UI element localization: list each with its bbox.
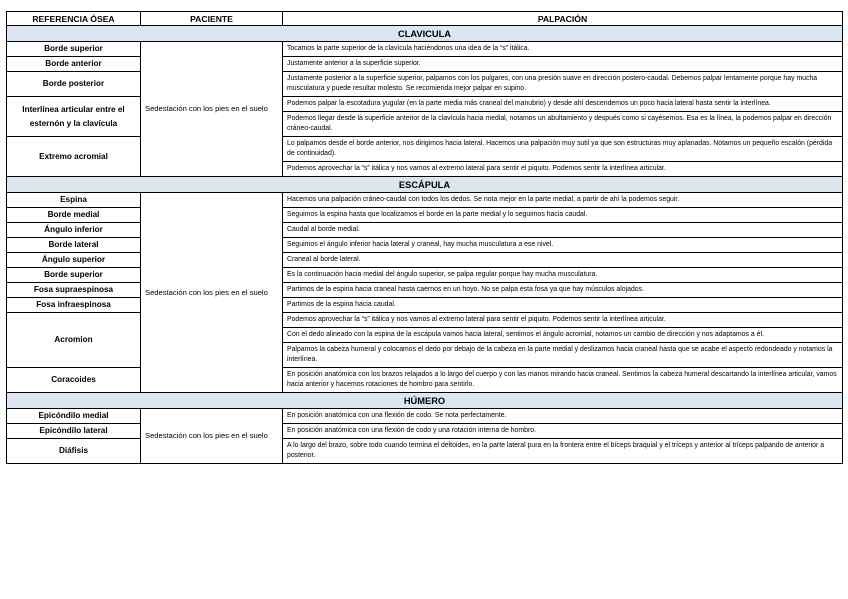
table-row <box>7 283 843 298</box>
patient-position: Sedestación con los pies en el suelo <box>141 193 283 393</box>
palpation-description: Seguimos el ángulo inferior hacia lateral y craneal, hay mucha musculatura a ese nivel. <box>283 238 843 253</box>
palpation-description: Lo palpamos desde el borde anterior, nos dirigimos hacia lateral. Hacemos una palpación muy sutil ya que son estructuras muy aplanadas. Notamos un pequeño escalón (pérdida de continuidad). <box>283 137 843 162</box>
palpation-description: Podemos aprovechar la “s” itálica y nos vamos al extremo lateral para sentir el piquito. Podemos sentir la interlínea articular. <box>283 162 843 177</box>
bone-reference: Borde superior <box>7 42 141 57</box>
table-row <box>7 253 843 268</box>
header-palpacion: PALPACIÓN <box>283 12 843 26</box>
palpation-description: Con el dedo alineado con la espina de la escápula vamos hacia lateral, sentimos el ángulo acromial, notamos un cambio de dirección y nos adaptamos a él. <box>283 328 843 343</box>
palpation-description: En posición anatómica con una flexión de codo. Se nota perfectamente. <box>283 409 843 424</box>
table-row <box>7 72 843 97</box>
palpation-description: Justamente posterior a la superficie superior, palpamos con los pulgares, con una presión suave en dirección postero-caudal. Debemos palpar lentamente porque hay mucha musculatura y puede resultar molesto. Se recomienda mejor palpar en supino. <box>283 72 843 97</box>
palpation-description: En posición anatómica con una flexión de codo y una rotación interna de hombro. <box>283 424 843 439</box>
bone-reference: Espina <box>7 193 141 208</box>
bone-reference: Epicóndilo medial <box>7 409 141 424</box>
patient-position: Sedestación con los pies en el suelo <box>141 42 283 177</box>
palpation-description: Podemos aprovechar la “s” itálica y nos vamos al extremo lateral para sentir el piquito. Podemos sentir la interlínea articular. <box>283 313 843 328</box>
palpation-description: Tocamos la parte superior de la clavícula haciéndonos una idea de la “s” itálica. <box>283 42 843 57</box>
table-row <box>7 57 843 72</box>
bone-reference: Fosa supraespinosa <box>7 283 141 298</box>
section-title: CLAVICULA <box>7 26 843 42</box>
section-title: HÚMERO <box>7 393 843 409</box>
bone-reference: Borde posterior <box>7 72 141 97</box>
palpation-description: Partimos de la espina hacia craneal hasta caernos en un hoyo. No se palpa esta fosa ya que hay músculos alojados. <box>283 283 843 298</box>
table-row <box>7 439 843 464</box>
palpation-description: En posición anatómica con los brazos relajados a lo largo del cuerpo y con las manos mirando hacia craneal. Sentimos la cabeza humeral descartando la interlínea articular, vamos hacia anterior y hacemos rotaciones de hombro para sentirlo. <box>283 368 843 393</box>
table-row <box>7 97 843 112</box>
bone-reference: Fosa infraespinosa <box>7 298 141 313</box>
bone-reference: Coracoides <box>7 368 141 393</box>
table-row <box>7 42 843 57</box>
table-row <box>7 137 843 162</box>
bone-reference: Interlínea articular entre el esternón y la clavícula <box>7 97 141 137</box>
bone-reference: Borde anterior <box>7 57 141 72</box>
section-title: ESCÁPULA <box>7 177 843 193</box>
table-row <box>7 409 843 424</box>
bone-reference: Ángulo inferior <box>7 223 141 238</box>
bone-reference: Ángulo superior <box>7 253 141 268</box>
table-row <box>7 368 843 393</box>
bone-reference: Diáfisis <box>7 439 141 464</box>
bone-reference: Borde lateral <box>7 238 141 253</box>
bone-reference: Extremo acromial <box>7 137 141 177</box>
palpation-description: Caudal al borde medial. <box>283 223 843 238</box>
table-row <box>7 208 843 223</box>
palpation-description: Justamente anterior a la superficie superior. <box>283 57 843 72</box>
palpation-description: Podemos llegar desde la superficie anterior de la clavícula hacia medial, notamos un abultamiento y después como si cayésemos. Esa es la línea, la podemos palpar en dirección cráneo-caudal. <box>283 112 843 137</box>
palpation-description: Palpamos la cabeza humeral y colocamos el dedo por debajo de la cabeza en la parte medial y deslizamos hacia craneal hasta que se acabe el aspecto redondeado y notamos la interlínea. <box>283 343 843 368</box>
bone-reference: Borde medial <box>7 208 141 223</box>
patient-position: Sedestación con los pies en el suelo <box>141 409 283 464</box>
bone-reference: Epicóndilo lateral <box>7 424 141 439</box>
palpation-description: Partimos de la espina hacia caudal. <box>283 298 843 313</box>
palpation-description: Seguimos la espina hasta que localizamos el borde en la parte medial y lo seguimos hacia caudal. <box>283 208 843 223</box>
section-row <box>7 393 843 409</box>
palpation-description: Podemos palpar la escotadura yugular (en la parte media más craneal del manubrio) y desde ahí descendemos un poco hacia lateral hasta sentir la interlínea. <box>283 97 843 112</box>
table-row <box>7 424 843 439</box>
palpation-description: Es la continuación hacia medial del ángulo superior, se palpa regular porque hay mucha musculatura. <box>283 268 843 283</box>
bone-reference: Borde superior <box>7 268 141 283</box>
bone-reference-table <box>6 11 843 464</box>
table-row <box>7 313 843 328</box>
bone-reference: Acromion <box>7 313 141 368</box>
header-row <box>7 12 843 26</box>
palpation-description: A lo largo del brazo, sobre todo cuando termina el deltoides, en la parte lateral pura en la frontera entre el bíceps braquial y el tríceps y anterior al tríceps palpando de anterior a posterior. <box>283 439 843 464</box>
table-row <box>7 223 843 238</box>
section-row <box>7 177 843 193</box>
table-row <box>7 298 843 313</box>
palpation-description: Craneal al borde lateral. <box>283 253 843 268</box>
section-row <box>7 26 843 42</box>
palpation-description: Hacemos una palpación cráneo-caudal con todos los dedos. Se nota mejor en la parte medial, a partir de ahí la podemos seguir. <box>283 193 843 208</box>
header-referencia: REFERENCIA ÓSEA <box>7 12 141 26</box>
header-paciente: PACIENTE <box>141 12 283 26</box>
table-row <box>7 193 843 208</box>
table-row <box>7 268 843 283</box>
table-row <box>7 238 843 253</box>
